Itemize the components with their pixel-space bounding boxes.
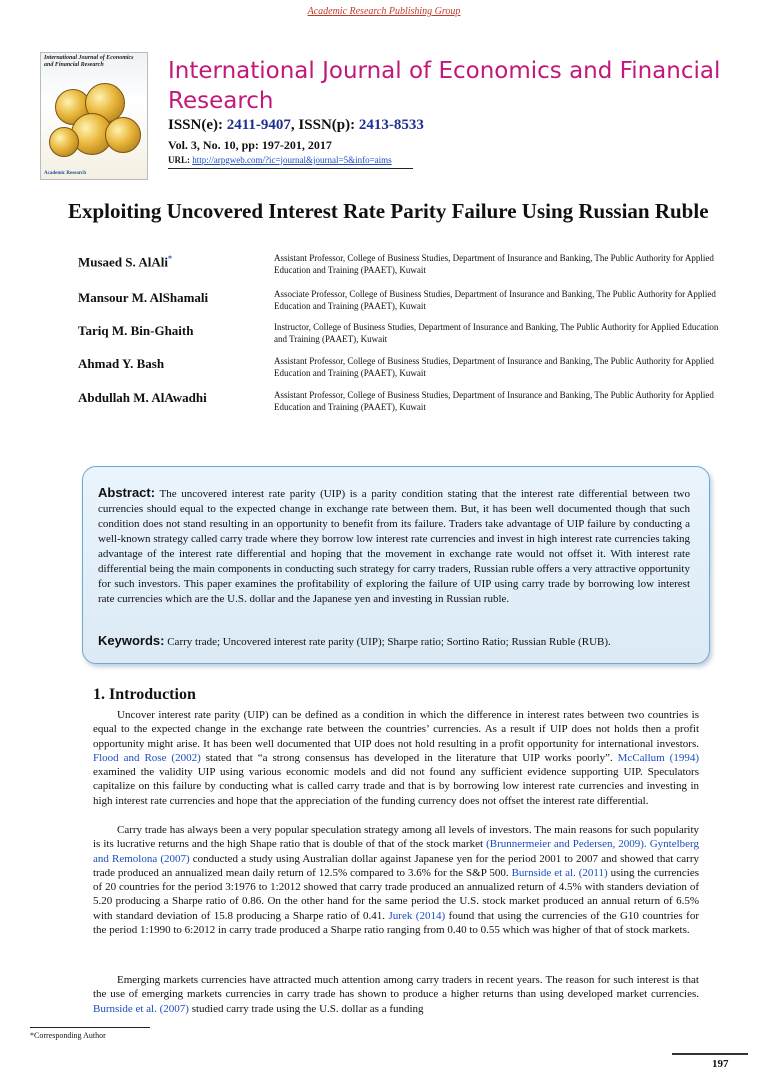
page-number-rule xyxy=(672,1053,748,1055)
keywords xyxy=(98,633,698,648)
author-affiliation: Instructor, College of Business Studies, Department of Insurance and Banking, The Public Authority for Applied Education and Training (PAAET), Kuwait xyxy=(274,322,719,344)
footnote: *Corresponding Author xyxy=(30,1031,106,1040)
footnote-divider xyxy=(30,1027,150,1028)
citation-link[interactable]: Jurek (2014) xyxy=(388,909,446,922)
paper-title: Exploiting Uncovered Interest Rate Parity Failure Using Russian Ruble xyxy=(68,199,709,223)
publisher-name[interactable]: Academic Research Publishing Group xyxy=(307,6,461,17)
cover-title: International Journal of Economics and Financial Research xyxy=(44,55,134,68)
author-name: Mansour M. AlShamali xyxy=(78,290,209,305)
coin-icon xyxy=(105,117,141,153)
paragraph: Carry trade has always been a very popular speculation strategy among all levels of investors. The main reasons for such popularity is its lucrative returns and the high Shape ratio that is double of that of the stock market (Brunnermeier and Pedersen, 2009). Gyntelberg and Remolona (2007) conducted a study using Australian dollar against Japanese yen for the period 2001 to 2007 and showed that carry trade produced an annualized mean daily return of 12.5% compared to 3.6% for the S&P 500. Burnside et al. (2011) using the currencies of 20 countries for the period 3:1976 to 1:2012 showed that carry trade produced an annualized return of 4.5% with standers deviation of 5.20 producing a Sharpe ratio of 0.86. On the other hand for the same period the U.S. stock market produced an annual return of 6.5% with standard deviation of 15.8 producing a Sharpe ratio of 0.41. Jurek (2014) found that using the currencies of the G10 countries for the period 1:1990 to 6:2012 in carry trade produced a Sharpe ratio ranging from 0.40 to 0.55 which was higher of that of stock markets. xyxy=(93,824,700,937)
url-label: URL: xyxy=(168,155,190,165)
author-name: Musaed S. AlAli* xyxy=(78,254,172,270)
coin-icon xyxy=(49,127,79,157)
author-affiliation: Assistant Professor, College of Business Studies, Department of Insurance and Banking, The Public Authority for Applied Education and Training (PAAET), Kuwait xyxy=(274,356,714,378)
abstract xyxy=(98,485,690,607)
author-name: Tariq M. Bin-Ghaith xyxy=(78,323,194,338)
issn-line xyxy=(168,117,424,134)
issn-e-label: ISSN(e): xyxy=(168,117,223,133)
abstract-text: The uncovered interest rate parity (UIP) is a parity condition stating that the interest rate differential between two currencies should equal to the expected change in exchange rate between them. But, it has been well documented though that such condition does not stand resulting in an opportunity to benefit from its failure. Traders take advantage of UIP failure by conducting a well-known strategy called carry trade where they borrow low interest rate currencies and invest in high interest rate currencies taking advantage of the interest rate differential and hoping that the movement in exchange rate would not offset it. With interest rate differential being the main components in conducting such strategy for carry traders, Russian ruble offers a very attractive opportunity for such investors. This paper examines the profitability of exploring the failure of UIP using carry trade by borrowing low interest rate currencies which are the U.S. dollar and the Japanese yen and investing in Russian ruble. xyxy=(98,488,690,605)
citation-link[interactable]: Burnside et al. (2007) xyxy=(93,1002,189,1015)
issn-p: 2413-8533 xyxy=(358,117,424,133)
paragraph: Emerging markets currencies have attracted much attention among carry traders in recent years. The reason for such interest is that the use of emerging markets currencies in carry trade has shown to produce a higher returns than using developed market currencies. Burnside et al. (2007) studied carry trade using the U.S. dollar as a funding xyxy=(93,974,699,1015)
citation-link[interactable]: Flood and Rose (2002) xyxy=(93,751,201,764)
section-title: 1. Introduction xyxy=(93,686,196,703)
issn-p-label: , ISSN(p): xyxy=(290,117,356,133)
journal-cover-image xyxy=(40,52,148,180)
corresponding-mark[interactable]: * xyxy=(167,254,172,263)
keywords-text: Carry trade; Uncovered interest rate parity (UIP); Sharpe ratio; Sortino Ratio; Russian Ruble (RUB). xyxy=(167,636,611,648)
keywords-label: Keywords: xyxy=(98,633,165,648)
author-affiliation: Assistant Professor, College of Business Studies, Department of Insurance and Banking, The Public Authority for Applied Education and Training (PAAET), Kuwait xyxy=(274,253,714,275)
volume-info: Vol. 3, No. 10, pp: 197-201, 2017 xyxy=(168,138,332,152)
cover-footer: Academic Research xyxy=(44,171,86,176)
url-link[interactable]: http://arpgweb.com/?ic=journal&journal=5&info=aims xyxy=(192,155,392,165)
author-affiliation: Assistant Professor, College of Business Studies, Department of Insurance and Banking, The Public Authority for Applied Education and Training (PAAET), Kuwait xyxy=(274,390,714,412)
header-divider xyxy=(168,168,413,169)
journal-name: International Journal of Economics and Financial Research xyxy=(168,58,721,114)
citation-link[interactable]: McCallum (1994) xyxy=(617,751,699,764)
citation-link[interactable]: (Brunnermeier and Pedersen, 2009). Gyntelberg and Remolona (2007) xyxy=(93,838,699,865)
journal-url xyxy=(168,155,392,165)
page-number: 197 xyxy=(712,1058,729,1070)
author-name: Abdullah M. AlAwadhi xyxy=(78,390,207,405)
citation-link[interactable]: Burnside et al. (2011) xyxy=(511,866,608,879)
paragraph: Uncover interest rate parity (UIP) can be defined as a condition in which the difference in interest rates between two countries is equal to the expected change in the exchange rate between the countries’ currencies. As a result if UIP does not holds then a profit opportunity might arise. It has been well documented that UIP does not hold resulting in a profit opportunity for international investors. Flood and Rose (2002) stated that “a strong consensus has developed in the literature that UIP works poorly”. McCallum (1994) examined the validity UIP using various economic models and did not found any sufficient evidence supporting UIP. Speculators capitalize on this failure by conducting what is called carry trade and that is by borrowing low interest rate currencies and investing in high interest rate currencies and hope that the appreciation of the funding currency does not offset the interest rate differential. xyxy=(93,709,699,807)
issn-e: 2411-9407 xyxy=(226,117,291,133)
author-affiliation: Associate Professor, College of Business Studies, Department of Insurance and Banking, The Public Authority for Applied Education and Training (PAAET), Kuwait xyxy=(274,289,716,311)
abstract-label: Abstract: xyxy=(98,485,156,500)
author-name: Ahmad Y. Bash xyxy=(78,356,165,371)
